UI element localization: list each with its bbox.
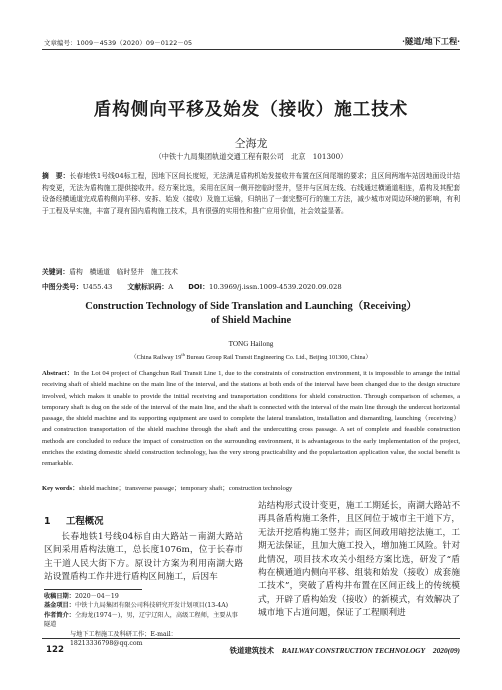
footnote-label: 作者简介： [44, 611, 75, 619]
body-text-left-column: 长春地铁1号线04标自由大路站－南湖大路站区间采用盾构法施工，总长度1076m，位于长春市主干道人民大街下方。原设计方案为利用南湖大路站设置盾构工作井进行盾构区间施工，后因车 [44, 532, 243, 583]
abstract-cn [42, 171, 460, 217]
keywords-cn-label: 关键词： [42, 268, 70, 276]
section-number: 1 [44, 516, 51, 527]
section-heading [44, 513, 104, 527]
article-number: 文章编号：1009－4539（2020）09－0122－05 [44, 39, 193, 47]
keywords-cn [42, 266, 460, 276]
clc-value: U455.43 [82, 283, 113, 291]
keywords-en-label: Key words： [42, 485, 79, 492]
footnote-author-continued [44, 630, 243, 649]
clc-label: 中图分类号： [42, 283, 83, 291]
abstract-cn-label: 摘 要： [42, 172, 70, 180]
affiliation-en-sup: th [181, 352, 185, 357]
paper-title-en [0, 300, 502, 328]
footnote-text: 中铁十九局集团有限公司科技研究开发计划项目(13-4A) [74, 602, 229, 610]
body-text-right-column: 站结构形式设计变更，施工工期延长，南湖大路站不再具备盾构施工条件，且区间位于城市主干道下方，无法开挖盾构施工竖井；而区间政用暗挖法施工，工期无法保证，且加大施工投入，增加施工风险。针对此情况，项目技术攻关小组经方案比选，研发了“盾构在横通道内侧向平移、组装和始发（接收）成套施工技术”，突破了盾构井布置在区间正线上的传统模式，开辟了盾构始发（接收）的新模式，有效解决了城市地下占道问题，保证了工程顺利进 [258, 501, 460, 619]
footer-journal [230, 645, 460, 656]
footnotes [44, 592, 243, 648]
footnote-text: 2020－04－19 [74, 593, 119, 600]
footer-journal-cn: 铁道建筑技术 [229, 646, 274, 655]
keywords-en [42, 482, 460, 492]
abstract-en [42, 368, 460, 470]
footnote-label: 收稿日期： [44, 593, 75, 600]
author-cn: 仝海龙 [234, 137, 268, 150]
abstract-cn-text: 长春地铁1号线04标工程，因地下区间长度短，无法满足盾构机始发接收井布置在区间尾端的要求；且区间两端车站因地面设计结构变更，无法为盾构施工提供接收井。经方案比选，采用在区间一侧开挖临时竖井，竖井与区间左线、右线通过横通道相连，盾构及其配套设备经横通道完成盾构侧向平移、安拆、始发（接收）及施工运输，归纳出了一套完整可行的施工方法，减少城市对周边环境的影响，有利于工程及早实施，丰富了现有国内盾构施工技术，具有很强的实用性和推广应用价值，社会效益显著。 [42, 172, 461, 215]
abstract-en-label: Abstract： [42, 370, 74, 377]
classification-row [42, 281, 460, 291]
affiliation-en-part1: （China Railway 19 [130, 354, 182, 362]
footnote-text: 仝海龙(1974－)，男，辽宁辽阳人，高级工程师，主要从事隧道 [44, 611, 238, 629]
footnote-divider [44, 589, 142, 590]
footnote-label: 基金项目： [44, 602, 75, 610]
footer-journal-en: RAILWAY CONSTRUCTION TECHNOLOGY [281, 646, 426, 655]
footer-issue: 2020(09) [432, 646, 460, 655]
keywords-cn-text: 盾构 横通道 临时竖井 施工技术 [69, 268, 178, 276]
paper-title-en-line2: of Shield Machine [210, 315, 292, 326]
journal-section-label: ·隧道/地下工程· [402, 36, 460, 46]
footnote-text: 与地下工程施工及科研工作；E-mail：18213336798@qq.com [70, 630, 177, 648]
affiliation-en [0, 352, 502, 361]
page-number: 122 [46, 645, 64, 655]
header-divider [42, 49, 460, 50]
affiliation-en-part2: Bureau Group Rail Transit Engineering Co. Ltd., Beijing 101300, China） [184, 354, 372, 362]
paper-title-cn: 盾构侧向平移及始发（接收）施工技术 [93, 100, 409, 120]
doi-value: 10.3969/j.issn.1009-4539.2020.09.028 [209, 283, 342, 291]
paper-title-en-line1: Construction Technology of Side Translation and Launching（Receiving） [85, 301, 417, 312]
author-en: TONG Hailong [228, 340, 274, 348]
doc-code-label: 文献标识码： [127, 283, 169, 291]
footnote-received [44, 592, 243, 601]
keywords-en-text: shield machine；transverse passage；temporary shaft；construction technology [78, 485, 293, 492]
doc-code-value: A [168, 283, 174, 291]
doi-label: DOI： [188, 283, 209, 291]
abstract-en-text: In the Lot 04 project of Changchun Rail Transit Line 1, due to the constraints of construction environment, it is impossible to arrange the initial receiving shaft of shield machine on the main line of the interval, and the stations at both ends of the interval have been changed due to the design structure involved, which makes it unable to provide the initial receiving and transportation conditions for shield construction. Through comparison of schemes, a temporary shaft is dug on the side of the interval of the main line, and the shaft is connected with the interval of the main line through the undercut horizontal passage, the shield machine and its supporting equipment are used to complete the lateral translation, installation and dismantling, launching（receiving）and construction transportation of the shield machine through the shaft and the undercutting cross passage. A set of complete and feasible construction methods are concluded to reduce the impact of construction on the surrounding environment, it is advantageous to the early implementation of the project, enriches the existing domestic shield construction technology, has the very strong practicability and the popularization application value, the social benefit is remarkable. [42, 370, 460, 468]
footnote-author [44, 611, 243, 630]
section-title: 工程概况 [66, 516, 104, 527]
footnote-funding [44, 601, 243, 610]
footer-divider [42, 638, 460, 639]
affiliation-cn: （中铁十九局集团轨道交通工程有限公司 北京 101300） [154, 152, 348, 161]
